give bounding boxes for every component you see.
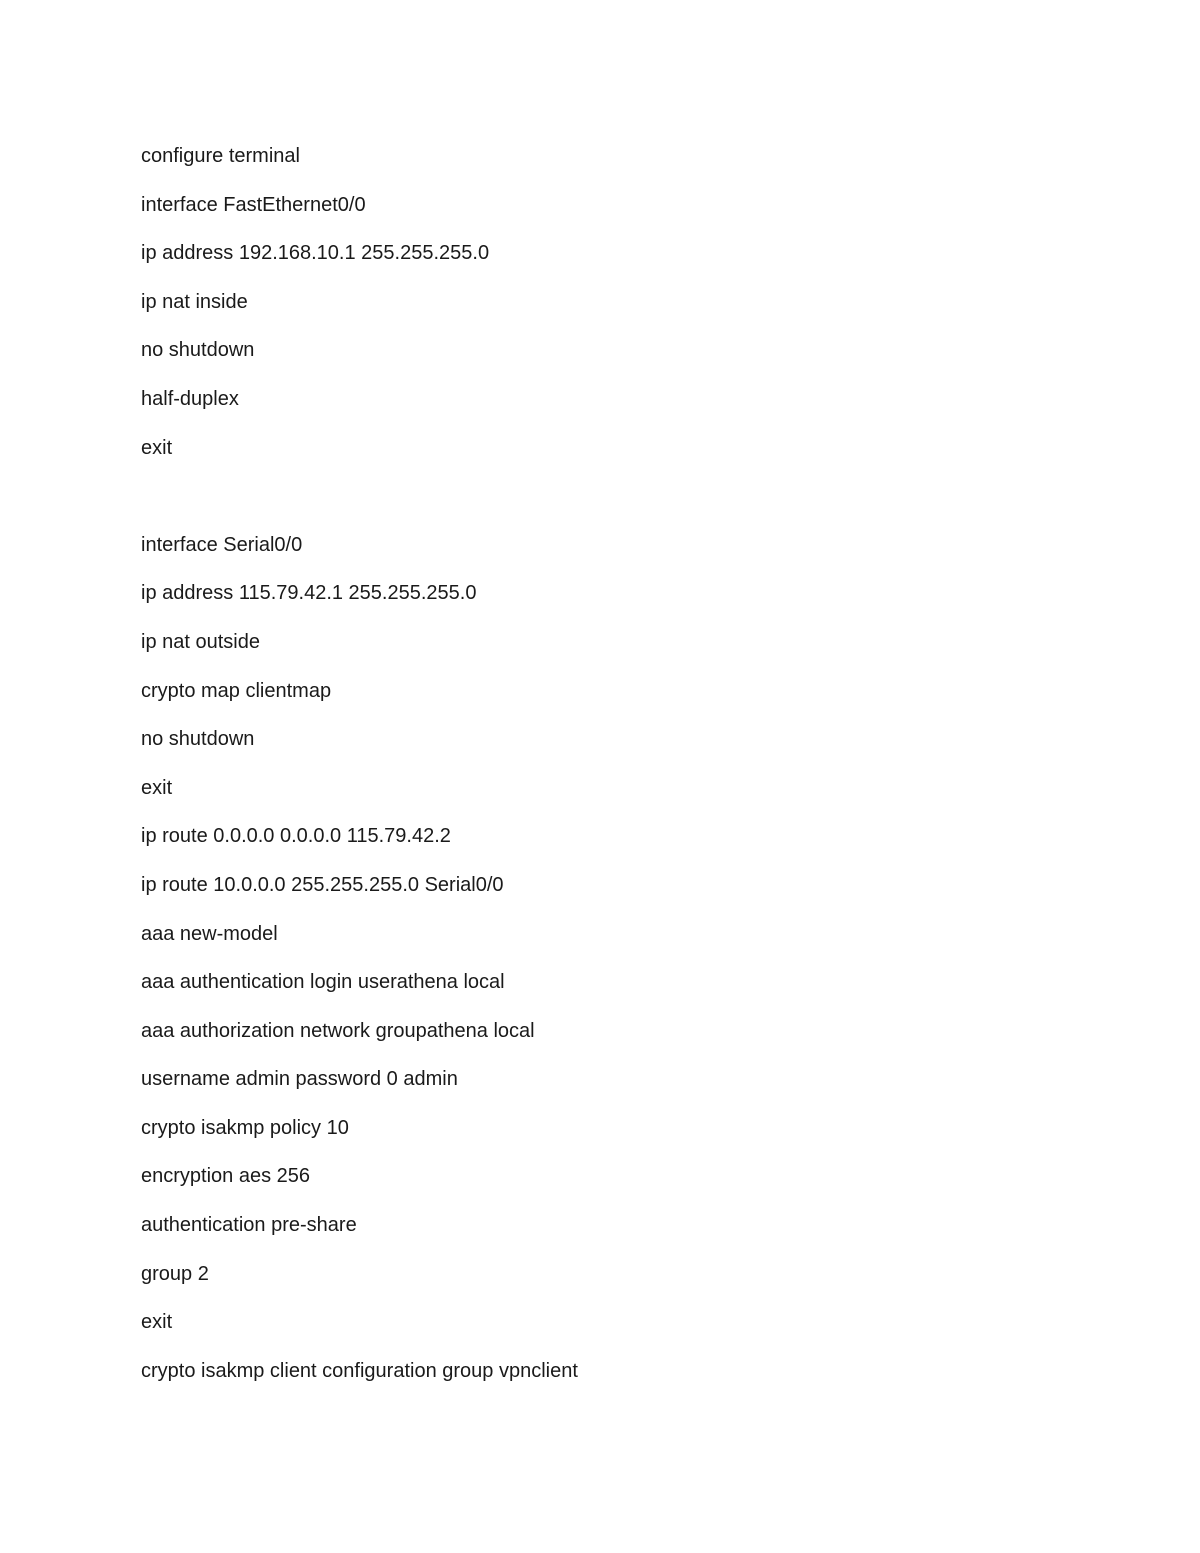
command-line: crypto isakmp client configuration group vpnclient (141, 1359, 578, 1382)
command-line: crypto isakmp policy 10 (141, 1116, 349, 1139)
config-command-list (141, 140, 578, 1403)
command-line: ip nat inside (141, 290, 248, 313)
command-line: username admin password 0 admin (141, 1068, 458, 1091)
command-line: ip route 10.0.0.0 255.255.255.0 Serial0/0 (141, 873, 504, 896)
command-line: group 2 (141, 1262, 209, 1285)
command-line: no shutdown (141, 339, 255, 362)
command-line: aaa authentication login userathena local (141, 971, 505, 994)
command-line: ip address 115.79.42.1 255.255.255.0 (141, 582, 477, 605)
command-line: interface Serial0/0 (141, 533, 303, 556)
command-line: no shutdown (141, 728, 255, 751)
command-line: interface FastEthernet0/0 (141, 193, 366, 216)
command-line: ip nat outside (141, 630, 260, 653)
command-line: ip address 192.168.10.1 255.255.255.0 (141, 242, 490, 265)
command-line: ip route 0.0.0.0 0.0.0.0 115.79.42.2 (141, 825, 451, 848)
command-line: exit (141, 776, 173, 799)
blank-line (141, 480, 578, 529)
command-line: encryption aes 256 (141, 1165, 311, 1188)
command-line: exit (141, 1311, 173, 1334)
command-line: crypto map clientmap (141, 679, 332, 702)
command-line: aaa new-model (141, 922, 278, 945)
command-line: configure terminal (141, 145, 300, 167)
command-line: aaa authorization network groupathena local (141, 1019, 535, 1042)
command-line: half-duplex (141, 387, 239, 410)
command-line: authentication pre-share (141, 1214, 357, 1237)
command-line: exit (141, 436, 173, 459)
